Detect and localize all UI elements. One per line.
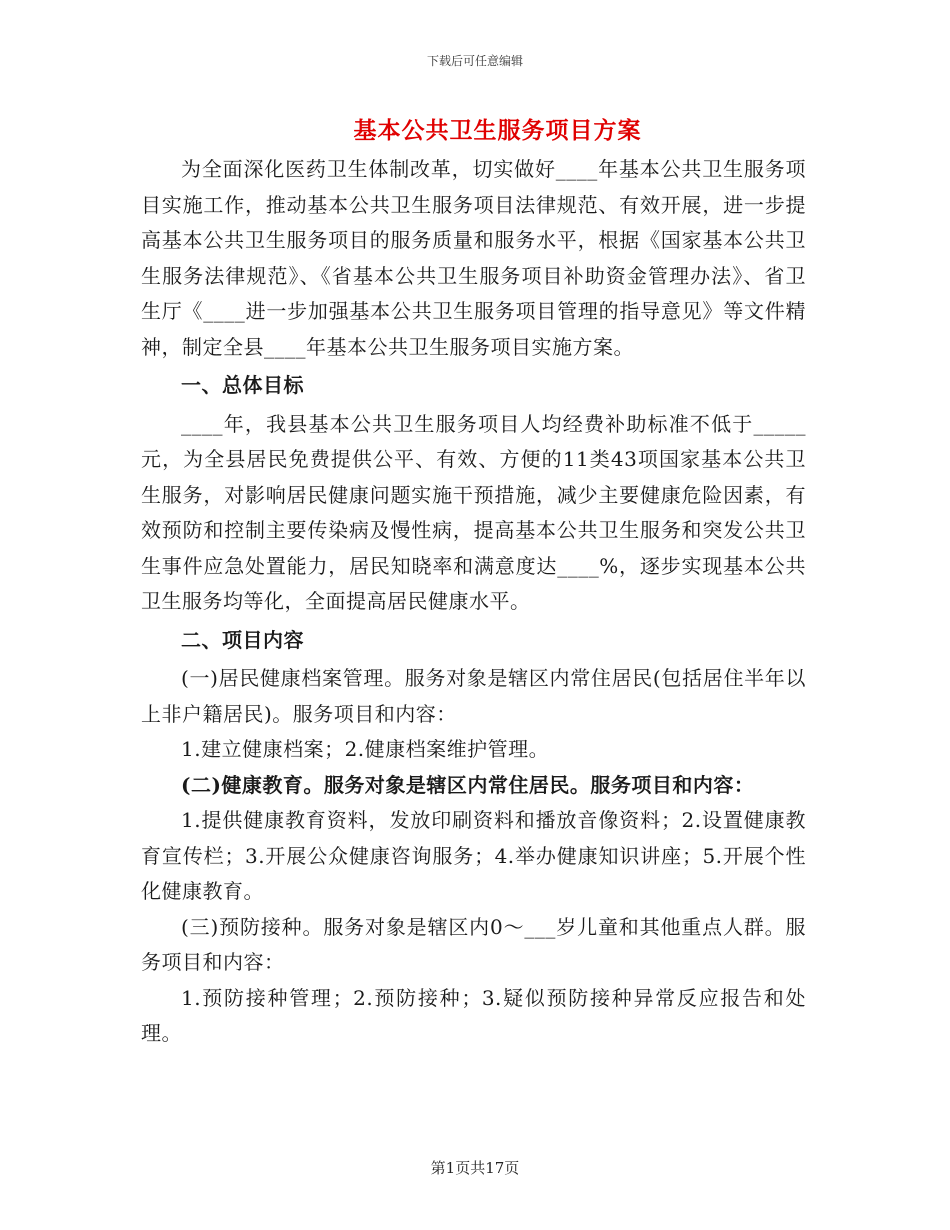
document-body (141, 152, 806, 1052)
health-records-paragraph: (一)居民健康档案管理。服务对象是辖区内常住居民(包括居住半年以上非户籍居民)。服务项目和内容： (141, 666, 806, 726)
health-education-paragraph: (二)健康教育。服务对象是辖区内常住居民。服务项目和内容： (181, 772, 755, 797)
page-header-note: 下载后可任意编辑 (426, 54, 523, 68)
intro-paragraph: 为全面深化医药卫生体制改革，切实做好____年基本公共卫生服务项目实施工作，推动基本公共卫生服务项目法律规范、有效开展，进一步提高基本公共卫生服务项目的服务质量和服务水平，根据《国家基本公共卫生服务法律规范》、《省基本公共卫生服务项目补助资金管理办法》、省卫生厅《____进一步加强基本公共卫生服务项目管理的指导意见》等文件精神，制定全县____年基本公共卫生服务项目实施方案。 (141, 157, 806, 359)
overall-goal-paragraph: ____年，我县基本公共卫生服务项目人均经费补助标准不低于_____元，为全县居民免费提供公平、有效、方便的11类43项国家基本公共卫生服务，对影响居民健康问题实施干预措施，减少主要健康危险因素，有效预防和控制主要传染病及慢性病，提高基本公共卫生服务和突发公共卫生事件应急处置能力，居民知晓率和满意度达____%，逐步实现基本公共卫生服务均等化，全面提高居民健康水平。 (141, 411, 806, 613)
health-education-items: 1.提供健康教育资料，发放印刷资料和播放音像资料；2.设置健康教育宣传栏；3.开展公众健康咨询服务；4.举办健康知识讲座；5.开展个性化健康教育。 (141, 808, 806, 903)
document-title: 基本公共卫生服务项目方案 (353, 117, 642, 144)
vaccination-items: 1.预防接种管理；2.预防接种；3.疑似预防接种异常反应报告和处理。 (141, 985, 806, 1045)
page-number: 第1页共17页 (430, 1159, 520, 1177)
section-heading-project-content: 二、项目内容 (181, 627, 304, 652)
health-records-items: 1.建立健康档案；2.健康档案维护管理。 (181, 737, 550, 761)
vaccination-paragraph: (三)预防接种。服务对象是辖区内0～___岁儿童和其他重点人群。服务项目和内容： (141, 914, 806, 974)
section-heading-overall-goal: 一、总体目标 (181, 373, 304, 397)
